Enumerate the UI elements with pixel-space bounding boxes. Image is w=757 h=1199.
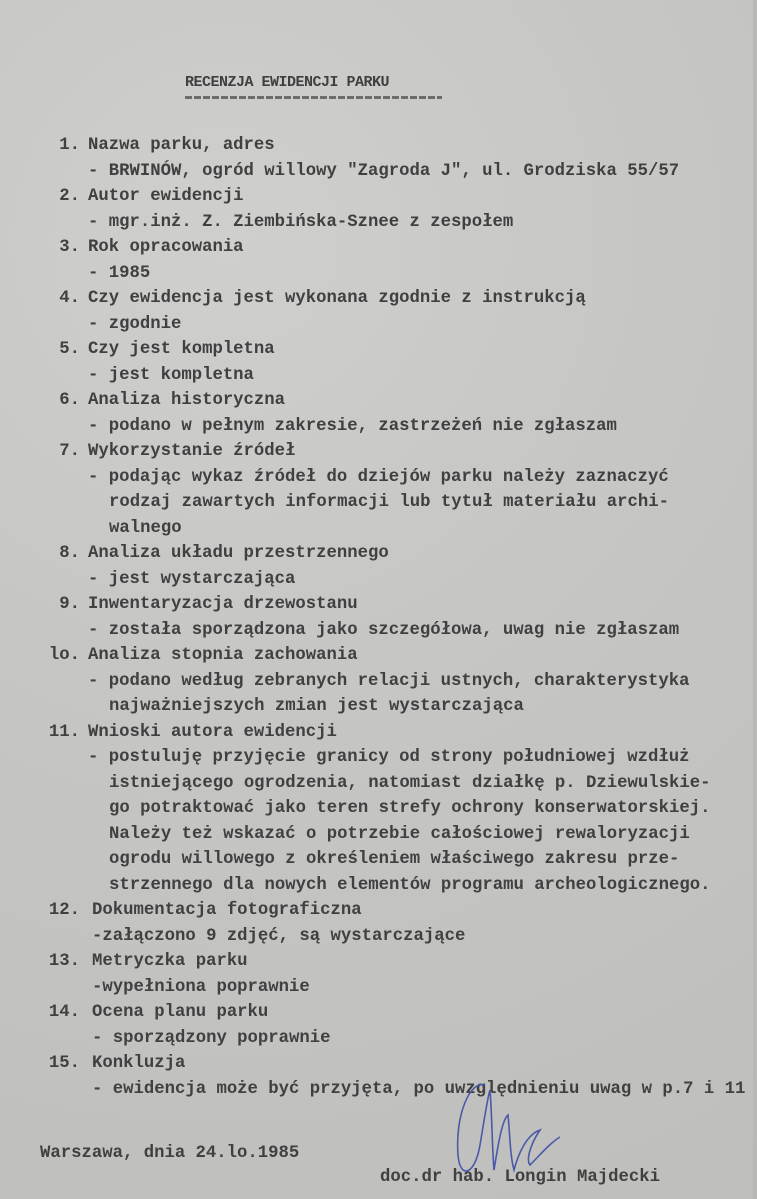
item-number: 3. xyxy=(59,238,80,257)
item-number: 1. xyxy=(59,136,80,155)
review-item xyxy=(0,286,757,337)
item-title: Wykorzystanie źródeł xyxy=(88,442,296,461)
review-item xyxy=(0,388,757,439)
item-title: Inwentaryzacja drzewostanu xyxy=(88,595,358,614)
item-detail: - sporządzony poprawnie xyxy=(92,1028,331,1048)
item-number: 12. xyxy=(48,901,80,920)
review-item xyxy=(0,439,757,541)
item-title: Czy jest kompletna xyxy=(88,340,275,359)
item-detail: rodzaj zawartych informacji lub tytuł materiału archi- xyxy=(109,493,670,512)
place-date: Warszawa, dnia 24.lo.1985 xyxy=(40,1144,300,1163)
item-detail: - jest kompletna xyxy=(88,365,254,385)
item-title: Nazwa parku, adres xyxy=(88,136,275,155)
item-title: Dokumentacja fotograficzna xyxy=(92,901,362,920)
review-item xyxy=(0,337,757,388)
item-detail: - podając wykaz źródeł do dziejów parku należy zaznaczyć xyxy=(88,467,669,487)
title-underline xyxy=(185,96,442,99)
review-item xyxy=(0,898,757,949)
item-number: 2. xyxy=(59,187,80,206)
item-detail: - mgr.inż. Z. Ziembińska-Sznee z zespołem xyxy=(88,212,514,232)
review-item xyxy=(0,184,757,235)
review-item xyxy=(0,592,757,643)
item-detail: -wypełniona poprawnie xyxy=(92,977,310,997)
document-title: RECENZJA EWIDENCJI PARKU xyxy=(185,74,390,91)
item-title: Wnioski autora ewidencji xyxy=(88,722,337,742)
review-item xyxy=(0,235,757,286)
item-number: 4. xyxy=(59,289,80,308)
review-item xyxy=(0,1051,757,1102)
item-detail: walnego xyxy=(109,518,182,538)
item-number: 11. xyxy=(48,722,80,742)
review-item xyxy=(0,949,757,1000)
item-number: 15. xyxy=(48,1054,80,1073)
item-detail: - podano według zebranych relacji ustnych, charakterystyka xyxy=(88,671,690,691)
item-title: Analiza układu przestrzennego xyxy=(88,544,389,563)
item-title: Autor ewidencji xyxy=(88,187,244,206)
item-detail: - zgodnie xyxy=(88,314,182,334)
item-detail: - BRWINÓW, ogród willowy "Zagroda J", ul. Grodziska 55/57 xyxy=(88,161,680,181)
item-detail: strzennego dla nowych elementów programu archeologicznego. xyxy=(109,875,711,895)
item-number: 13. xyxy=(48,952,80,971)
item-detail: go potraktować jako teren strefy ochrony konserwatorskiej. xyxy=(109,799,711,818)
review-items xyxy=(0,133,757,1102)
item-title: Czy ewidencja jest wykonana zgodnie z instrukcją xyxy=(88,289,586,308)
review-item xyxy=(0,720,757,899)
item-number: 7. xyxy=(59,442,80,461)
review-item xyxy=(0,1000,757,1051)
item-detail: istniejącego ogrodzenia, natomiast działkę p. Dziewulskie- xyxy=(109,773,711,793)
item-detail: Należy też wskazać o potrzebie całościowej rewaloryzacji xyxy=(109,824,690,844)
item-title: Konkluzja xyxy=(92,1054,186,1073)
item-number: 6. xyxy=(59,391,80,410)
signer-name: doc.dr hab. Longin Majdecki xyxy=(380,1168,661,1187)
item-detail: -załączono 9 zdjęć, są wystarczające xyxy=(92,926,466,946)
review-item xyxy=(0,541,757,592)
item-detail: - postuluję przyjęcie granicy od strony południowej wzdłuż xyxy=(88,748,690,767)
item-title: Rok opracowania xyxy=(88,238,244,257)
item-number: 8. xyxy=(59,544,80,563)
item-detail: - jest wystarczająca xyxy=(88,569,296,589)
review-item xyxy=(0,643,757,720)
review-item xyxy=(0,133,757,184)
item-number: 5. xyxy=(59,340,80,359)
item-number: lo. xyxy=(48,646,80,665)
item-title: Metryczka parku xyxy=(92,952,248,971)
item-number: 9. xyxy=(59,595,80,614)
item-detail: ogrodu willowego z określeniem właściwego zakresu prze- xyxy=(109,850,680,869)
item-title: Analiza stopnia zachowania xyxy=(88,646,358,665)
item-detail: - ewidencja może być przyjęta, po uwzględnieniu uwag w p.7 i 11 xyxy=(92,1079,746,1099)
item-detail: - została sporządzona jako szczegółowa, uwag nie zgłaszam xyxy=(88,620,680,640)
item-detail: - podano w pełnym zakresie, zastrzeżeń nie zgłaszam xyxy=(88,416,617,436)
item-title: Ocena planu parku xyxy=(92,1003,269,1022)
item-detail: najważniejszych zmian jest wystarczająca xyxy=(109,697,524,716)
item-detail: - 1985 xyxy=(88,263,151,283)
item-title: Analiza historyczna xyxy=(88,391,286,410)
item-number: 14. xyxy=(48,1003,80,1022)
